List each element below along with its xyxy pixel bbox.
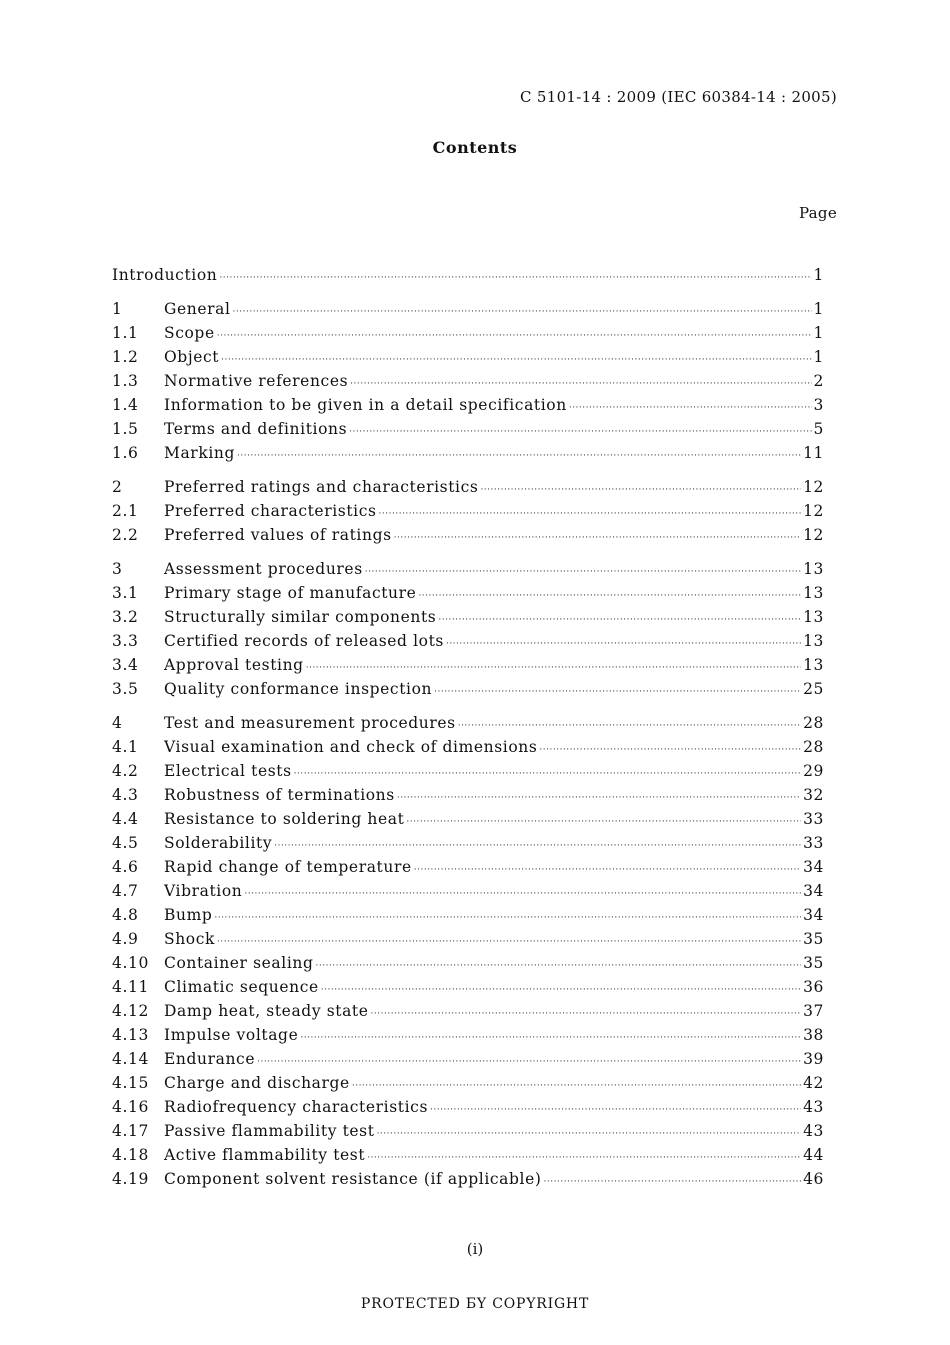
toc-entry-label: Visual examination and check of dimensions [164, 738, 538, 756]
dot-leader [350, 379, 811, 389]
toc-entry[interactable] [112, 1050, 824, 1074]
toc-entry-number: 4.16 [112, 1098, 149, 1116]
toc-entry-number: 1 [112, 300, 123, 318]
dot-leader [306, 663, 801, 673]
toc-entry-label: Marking [164, 444, 235, 462]
toc-entry-number: 4.14 [112, 1050, 149, 1068]
toc-entry-number: 4.8 [112, 906, 139, 924]
toc-entry-label: Robustness of terminations [164, 786, 395, 804]
toc-entry[interactable] [112, 656, 824, 680]
toc-entry-label: Information to be given in a detail specification [164, 396, 567, 414]
toc-entry-label: Resistance to soldering heat [164, 810, 405, 828]
toc-entry-label: General [164, 300, 231, 318]
toc-entry[interactable] [112, 714, 824, 738]
dot-leader [377, 1129, 802, 1139]
toc-entry-number: 1.2 [112, 348, 139, 366]
toc-entry-label: Object [164, 348, 220, 366]
toc-entry[interactable] [112, 396, 824, 420]
toc-entry-page: 12 [803, 502, 824, 520]
toc-entry[interactable] [112, 420, 824, 444]
toc-entry-number: 1.3 [112, 372, 139, 390]
toc-entry-page: 29 [803, 762, 824, 780]
table-of-contents [112, 266, 824, 1204]
toc-entry-number: 1.5 [112, 420, 139, 438]
toc-entry-number: 4.11 [112, 978, 149, 996]
dot-leader [406, 817, 801, 827]
toc-entry-page: 13 [803, 608, 824, 626]
toc-entry-label: Component solvent resistance (if applicable) [164, 1170, 542, 1188]
toc-entry-page: 1 [813, 324, 824, 342]
toc-entry-label: Radiofrequency characteristics [164, 1098, 429, 1116]
toc-entry[interactable] [112, 608, 824, 632]
toc-group-section-3 [112, 560, 824, 704]
toc-entry-number: 3.5 [112, 680, 139, 698]
toc-entry-page: 35 [803, 954, 824, 972]
toc-entry[interactable] [112, 1122, 824, 1146]
dot-leader [418, 591, 801, 601]
toc-entry-number: 2.2 [112, 526, 139, 544]
toc-entry-number: 4 [112, 714, 123, 732]
toc-entry[interactable] [112, 266, 824, 290]
toc-entry[interactable] [112, 786, 824, 810]
toc-entry-label: Damp heat, steady state [164, 1002, 369, 1020]
toc-entry-label: Primary stage of manufacture [164, 584, 417, 602]
toc-entry[interactable] [112, 834, 824, 858]
dot-leader [221, 355, 811, 365]
toc-entry-page: 36 [803, 978, 824, 996]
toc-entry[interactable] [112, 324, 824, 348]
toc-entry-page: 2 [813, 372, 824, 390]
dot-leader [434, 687, 801, 697]
dot-leader [394, 533, 801, 543]
toc-entry-page: 11 [803, 444, 824, 462]
toc-entry[interactable] [112, 762, 824, 786]
toc-entry-page: 12 [803, 526, 824, 544]
toc-entry-label: Approval testing [164, 656, 304, 674]
toc-entry[interactable] [112, 882, 824, 906]
toc-entry-page: 28 [803, 714, 824, 732]
toc-entry-label: Preferred values of ratings [164, 526, 392, 544]
toc-entry-label: Quality conformance inspection [164, 680, 433, 698]
dot-leader [257, 1057, 801, 1067]
toc-entry-page: 43 [803, 1122, 824, 1140]
dot-leader [379, 509, 802, 519]
dot-leader [430, 1105, 801, 1115]
toc-entry[interactable] [112, 1002, 824, 1026]
page-number: (i) [466, 1240, 484, 1258]
toc-entry-page: 42 [803, 1074, 824, 1092]
toc-entry-label: Rapid change of temperature [164, 858, 412, 876]
dot-leader [274, 841, 801, 851]
toc-entry-number: 4.10 [112, 954, 149, 972]
toc-entry-page: 38 [803, 1026, 824, 1044]
toc-entry-label: Preferred characteristics [164, 502, 377, 520]
dot-leader [349, 427, 811, 437]
toc-entry[interactable] [112, 1170, 824, 1194]
toc-entry-page: 34 [803, 906, 824, 924]
toc-entry-page: 5 [813, 420, 824, 438]
toc-entry-number: 4.7 [112, 882, 139, 900]
toc-entry[interactable] [112, 1074, 824, 1098]
toc-entry[interactable] [112, 1026, 824, 1050]
toc-entry-page: 25 [803, 680, 824, 698]
dot-leader [244, 889, 801, 899]
dot-leader [219, 273, 811, 283]
toc-entry-label: Assessment procedures [164, 560, 363, 578]
toc-entry[interactable] [112, 1146, 824, 1170]
toc-group-section-4 [112, 714, 824, 1194]
dot-leader [217, 331, 812, 341]
toc-entry-label: Vibration [164, 882, 243, 900]
toc-entry-number: 4.1 [112, 738, 139, 756]
toc-entry-page: 28 [803, 738, 824, 756]
toc-entry[interactable] [112, 348, 824, 372]
toc-group-section-2 [112, 478, 824, 550]
toc-entry-label: Impulse voltage [164, 1026, 299, 1044]
toc-entry-label: Certified records of released lots [164, 632, 444, 650]
page-title: Contents [432, 138, 518, 157]
toc-entry-label: Climatic sequence [164, 978, 319, 996]
toc-entry-page: 34 [803, 882, 824, 900]
toc-entry-page: 43 [803, 1098, 824, 1116]
toc-entry-number: 3.1 [112, 584, 139, 602]
toc-group-introduction [112, 266, 824, 290]
toc-entry[interactable] [112, 930, 824, 954]
toc-entry-label: Terms and definitions [164, 420, 348, 438]
toc-entry-page: 32 [803, 786, 824, 804]
toc-entry-page: 34 [803, 858, 824, 876]
toc-entry[interactable] [112, 1098, 824, 1122]
toc-entry-number: 4.19 [112, 1170, 149, 1188]
toc-entry-label: Test and measurement procedures [164, 714, 456, 732]
toc-entry-page: 13 [803, 560, 824, 578]
toc-entry[interactable] [112, 478, 824, 502]
dot-leader [214, 913, 801, 923]
dot-leader [371, 1009, 802, 1019]
toc-entry-page: 39 [803, 1050, 824, 1068]
toc-entry-number: 3.3 [112, 632, 139, 650]
dot-leader [352, 1081, 801, 1091]
toc-entry[interactable] [112, 560, 824, 584]
dot-leader [294, 769, 801, 779]
toc-entry-number: 1.4 [112, 396, 139, 414]
toc-entry-label: Charge and discharge [164, 1074, 350, 1092]
toc-entry-label: Solderability [164, 834, 273, 852]
dot-leader [367, 1153, 801, 1163]
dot-leader [365, 567, 801, 577]
dot-leader [315, 961, 801, 971]
toc-entry-label: Shock [164, 930, 216, 948]
toc-entry-page: 3 [813, 396, 824, 414]
toc-entry-label: Active flammability test [164, 1146, 366, 1164]
toc-entry-number: 4.12 [112, 1002, 149, 1020]
toc-entry[interactable] [112, 858, 824, 882]
toc-entry-number: 4.5 [112, 834, 139, 852]
toc-entry[interactable] [112, 444, 824, 468]
toc-entry-label: Introduction [112, 266, 218, 284]
toc-entry-number: 1.1 [112, 324, 139, 342]
dot-leader [300, 1033, 801, 1043]
toc-entry-label: Structurally similar components [164, 608, 437, 626]
toc-entry-label: Scope [164, 324, 215, 342]
dot-leader [569, 403, 812, 413]
toc-entry[interactable] [112, 372, 824, 396]
toc-entry-page: 13 [803, 632, 824, 650]
toc-entry-label: Electrical tests [164, 762, 292, 780]
dot-leader [539, 745, 801, 755]
toc-entry-number: 4.3 [112, 786, 139, 804]
toc-entry-number: 4.9 [112, 930, 139, 948]
dot-leader [544, 1177, 802, 1187]
toc-entry-page: 1 [813, 348, 824, 366]
dot-leader [414, 865, 801, 875]
toc-entry[interactable] [112, 632, 824, 656]
dot-leader [480, 485, 801, 495]
page-column-heading: Page [798, 204, 837, 222]
dot-leader [446, 639, 801, 649]
toc-entry-number: 4.13 [112, 1026, 149, 1044]
toc-entry-page: 46 [803, 1170, 824, 1188]
dot-leader [321, 985, 801, 995]
toc-entry-number: 4.6 [112, 858, 139, 876]
toc-entry-label: Bump [164, 906, 213, 924]
toc-entry[interactable] [112, 502, 824, 526]
toc-entry[interactable] [112, 584, 824, 608]
copyright-footer: PROTECTED БY COPYRIGHT [360, 1296, 590, 1312]
toc-entry-page: 12 [803, 478, 824, 496]
toc-entry-number: 4.15 [112, 1074, 149, 1092]
toc-entry-number: 3.4 [112, 656, 139, 674]
toc-entry-page: 13 [803, 656, 824, 674]
toc-entry-label: Endurance [164, 1050, 256, 1068]
toc-entry-label: Normative references [164, 372, 349, 390]
toc-entry-page: 37 [803, 1002, 824, 1020]
toc-entry[interactable] [112, 738, 824, 762]
toc-entry-page: 13 [803, 584, 824, 602]
toc-entry-number: 2 [112, 478, 123, 496]
toc-entry-page: 44 [803, 1146, 824, 1164]
dot-leader [233, 307, 812, 317]
dot-leader [397, 793, 801, 803]
toc-entry[interactable] [112, 526, 824, 550]
toc-entry-label: Container sealing [164, 954, 314, 972]
dot-leader [237, 451, 801, 461]
toc-entry[interactable] [112, 906, 824, 930]
toc-entry-label: Preferred ratings and characteristics [164, 478, 479, 496]
toc-entry[interactable] [112, 300, 824, 324]
toc-entry-page: 1 [813, 266, 824, 284]
toc-entry[interactable] [112, 954, 824, 978]
toc-entry-number: 1.6 [112, 444, 139, 462]
toc-entry-number: 4.2 [112, 762, 139, 780]
dot-leader [217, 937, 801, 947]
toc-entry-number: 3.2 [112, 608, 139, 626]
toc-entry-page: 35 [803, 930, 824, 948]
document-id: C 5101-14 : 2009 (IEC 60384-14 : 2005) [520, 88, 837, 106]
toc-entry-page: 33 [803, 834, 824, 852]
toc-entry-label: Passive flammability test [164, 1122, 375, 1140]
toc-group-section-1 [112, 300, 824, 468]
toc-entry-page: 1 [813, 300, 824, 318]
dot-leader [438, 615, 801, 625]
dot-leader [458, 721, 801, 731]
toc-entry-page: 33 [803, 810, 824, 828]
toc-entry-number: 4.18 [112, 1146, 149, 1164]
toc-entry-number: 4.4 [112, 810, 139, 828]
toc-entry-number: 2.1 [112, 502, 139, 520]
toc-entry[interactable] [112, 978, 824, 1002]
toc-entry[interactable] [112, 680, 824, 704]
toc-entry-number: 4.17 [112, 1122, 149, 1140]
toc-entry-number: 3 [112, 560, 123, 578]
toc-entry[interactable] [112, 810, 824, 834]
